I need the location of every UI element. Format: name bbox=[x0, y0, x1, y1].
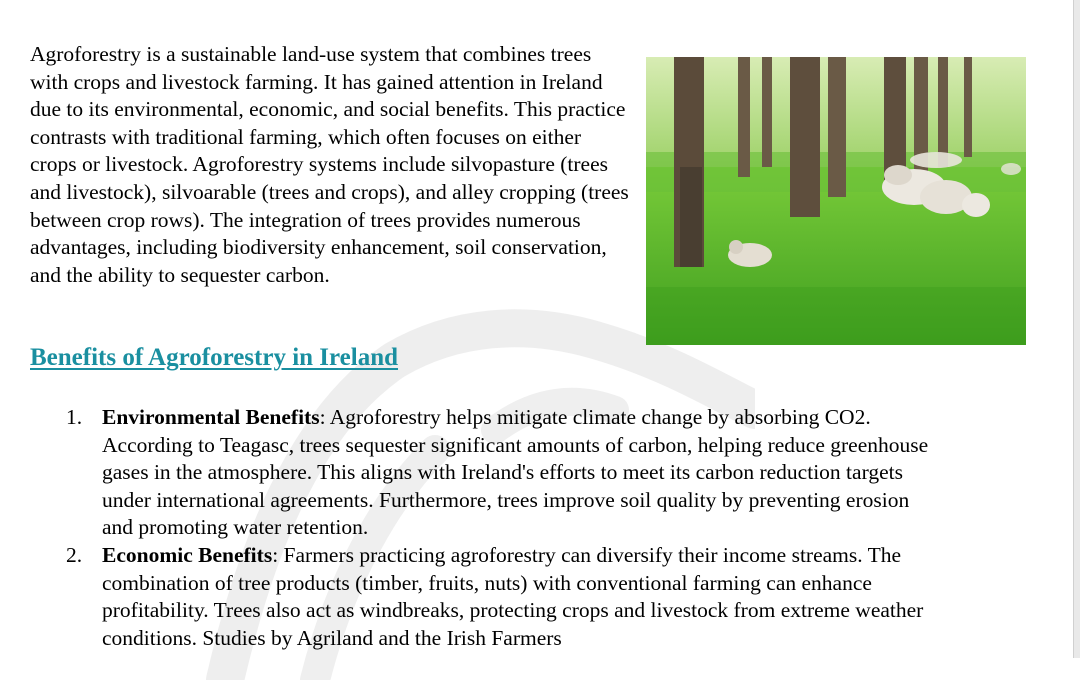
benefit-text: : Farmers practicing agroforestry can diversify their income streams. The combination of tree products (timber, fruits, nuts) with conventional farming can enhance profitability. Trees also act as windbreaks, protecting crops and livestock from extreme weather conditions. Studies by Agriland and the Irish Farmers bbox=[102, 542, 924, 650]
benefit-text: : Agroforestry helps mitigate climate change by absorbing CO2. According to Teagasc, trees sequester significant amounts of carbon, helping reduce greenhouse gases in the atmosphere. This aligns with Ireland's efforts to meet its carbon reduction targets under international agreements. Furthermore, trees improve soil quality by preventing erosion and promoting water retention. bbox=[102, 405, 929, 540]
list-item bbox=[66, 404, 936, 542]
intro-paragraph: Agroforestry is a sustainable land-use system that combines trees with crops and livestock farming. It has gained attention in Ireland due to its environmental, economic, and social benefits. This practice contrasts with traditional farming, which often focuses on either crops or livestock. Agroforestry systems include silvopasture (trees and livestock), silvoarable (trees and crops), and alley cropping (trees between crop rows). The integration of trees provides numerous advantages, including biodiversity enhancement, soil conservation, and the ability to sequester carbon. bbox=[30, 42, 629, 287]
benefits-list bbox=[66, 404, 936, 652]
page-edge bbox=[1073, 0, 1080, 658]
sheep-grazing-photo bbox=[646, 57, 1026, 345]
benefit-term: Environmental Benefits bbox=[102, 405, 320, 429]
list-number: 2. bbox=[66, 542, 83, 567]
list-number: 1. bbox=[66, 405, 83, 429]
list-item bbox=[66, 542, 936, 652]
benefit-term: Economic Benefits bbox=[102, 542, 273, 567]
section-heading: Benefits of Agroforestry in Ireland bbox=[30, 344, 399, 371]
